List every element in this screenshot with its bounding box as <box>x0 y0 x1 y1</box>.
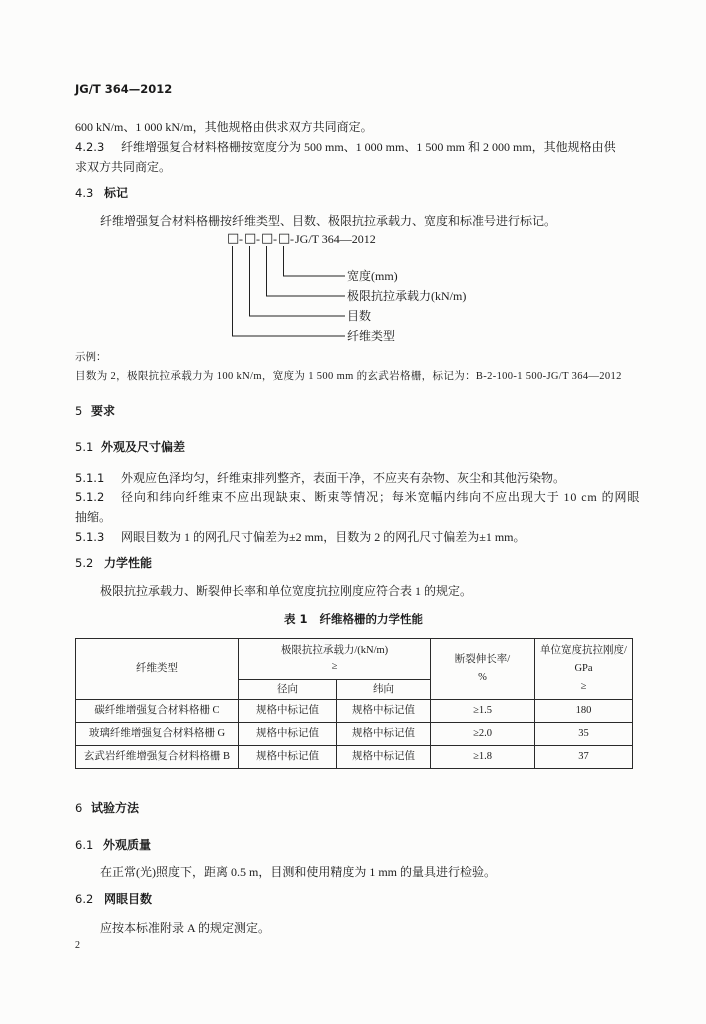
cell-radial: 规格中标记值 <box>239 700 337 723</box>
paragraph-text: 纤维增强复合材料格栅按纤维类型、目数、极限抗拉承载力、宽度和标准号进行标记。 <box>100 214 557 228</box>
clause-text: 网眼目数为 1 的网孔尺寸偏差为±2 mm，目数为 2 的网孔尺寸偏差为±1 mm。 <box>121 530 526 544</box>
marking-placeholder-fiber-type: □ <box>227 231 240 246</box>
section-title: 标记 <box>104 186 129 200</box>
marking-separator: - <box>256 232 260 246</box>
leader-line-mesh-count <box>250 246 346 316</box>
cell-elongation: ≥1.5 <box>431 700 535 723</box>
section-title: 外观及尺寸偏差 <box>101 440 186 454</box>
section-4-3-paragraph <box>0 213 706 229</box>
header-tensile-capacity <box>239 639 431 680</box>
leader-line-width <box>284 246 346 276</box>
marking-label-fiber-type: 纤维类型 <box>347 329 396 343</box>
section-number: 6.2 <box>75 892 94 906</box>
table-label: 表 1 <box>283 612 308 626</box>
header-radial: 径向 <box>239 680 337 700</box>
header-line: GPa <box>574 663 593 674</box>
example-label: 示例： <box>75 352 107 363</box>
marking-label-tensile-capacity: 极限抗拉承载力(kN/m) <box>347 289 467 303</box>
marking-separator: - <box>239 232 243 246</box>
paragraph-text: 极限抗拉承载力、断裂伸长率和单位宽度抗拉刚度应符合表 1 的规定。 <box>100 584 473 598</box>
clause-number: 5.1.1 <box>75 471 105 485</box>
clause-text-line-1: 纤维增强复合材料格栅按宽度分为 500 mm、1 000 mm、1 500 mm 和 2 000 mm，其他规格由供 <box>121 140 616 154</box>
cell-radial: 规格中标记值 <box>239 746 337 769</box>
marking-separator: - <box>273 232 277 246</box>
cell-radial: 规格中标记值 <box>239 723 337 746</box>
mechanical-properties-table <box>75 638 633 769</box>
clause-5-1-3 <box>0 529 706 545</box>
header-line: 极限抗拉承载力/(kN/m) <box>280 645 389 656</box>
cell-elongation: ≥1.8 <box>431 746 535 769</box>
clause-4-2-3-continued <box>0 159 706 175</box>
standard-code-header: JG/T 364—2012 <box>75 82 173 96</box>
section-6-2-heading <box>0 891 706 907</box>
section-6-2-paragraph <box>0 920 706 936</box>
cell-fiber-type: 碳纤维增强复合材料格栅 C <box>76 700 239 723</box>
paragraph-text: 在正常(光)照度下，距离 0.5 m，目测和使用精度为 1 mm 的量具进行检验。 <box>100 865 496 879</box>
table-title: 纤维格栅的力学性能 <box>319 612 423 626</box>
section-number: 6.1 <box>75 838 94 852</box>
clause-number: 5.1.2 <box>75 490 105 504</box>
header-line: ≥ <box>580 681 587 692</box>
table-header-row <box>76 639 633 680</box>
section-number: 5.2 <box>75 556 94 570</box>
marking-leader-lines <box>225 244 350 340</box>
section-5-2-paragraph <box>0 583 706 599</box>
clause-number: 5.1.3 <box>75 530 105 544</box>
marking-standard-number: JG/T 364—2012 <box>295 232 376 246</box>
cell-stiffness: 35 <box>535 723 633 746</box>
cell-stiffness: 37 <box>535 746 633 769</box>
clause-5-1-2-continued <box>0 509 706 525</box>
table-row <box>76 746 633 769</box>
clause-5-1-1 <box>0 470 706 486</box>
section-title: 力学性能 <box>104 556 153 570</box>
clause-5-1-2 <box>0 489 706 505</box>
header-elongation <box>431 639 535 700</box>
section-number: 5.1 <box>75 440 94 454</box>
section-6-1-heading <box>0 837 706 853</box>
clause-number: 4.2.3 <box>75 140 105 154</box>
section-5-2-heading <box>0 555 706 571</box>
cell-fiber-type: 玄武岩纤维增强复合材料格栅 B <box>76 746 239 769</box>
section-4-3-heading <box>0 185 706 201</box>
table-row <box>76 723 633 746</box>
header-line: ≥ <box>331 661 338 672</box>
leader-line-tensile-capacity <box>267 246 346 296</box>
cell-weft: 规格中标记值 <box>337 746 431 769</box>
marking-label-width: 宽度(mm) <box>347 269 398 283</box>
section-5-heading <box>0 403 706 419</box>
clause-text-line-2: 抽缩。 <box>75 510 112 524</box>
clause-text-line-2: 求双方共同商定。 <box>75 160 172 174</box>
cell-weft: 规格中标记值 <box>337 700 431 723</box>
cell-elongation: ≥2.0 <box>431 723 535 746</box>
cell-fiber-type: 玻璃纤维增强复合材料格栅 G <box>76 723 239 746</box>
section-title: 外观质量 <box>103 838 152 852</box>
table-caption <box>75 611 632 627</box>
example-text: 目数为 2，极限抗拉承载力为 100 kN/m，宽度为 1 500 mm 的玄武岩格栅，标记为：B-2-100-1 500-JG/T 364—2012 <box>75 371 622 382</box>
header-line: 断裂伸长率/ <box>454 654 511 665</box>
clause-4-2-2-continuation <box>0 119 706 135</box>
marking-placeholder-mesh-count: □ <box>244 231 257 246</box>
section-5-1-heading <box>0 439 706 455</box>
paragraph-text: 600 kN/m、1 000 kN/m，其他规格由供求双方共同商定。 <box>75 120 373 134</box>
page-number: 2 <box>75 940 80 951</box>
table-row <box>76 700 633 723</box>
clause-text: 外观应色泽均匀，纤维束排列整齐，表面干净，不应夹有杂物、灰尘和其他污染物。 <box>121 471 566 485</box>
section-title: 试验方法 <box>91 801 140 815</box>
section-number: 4.3 <box>75 186 94 200</box>
marking-placeholder-tensile-capacity: □ <box>261 231 274 246</box>
marking-label-mesh-count: 目数 <box>347 309 372 323</box>
section-title: 要求 <box>91 404 116 418</box>
section-number: 6 <box>75 801 83 815</box>
header-line: % <box>478 672 487 683</box>
header-line: 单位宽度抗拉刚度/ <box>540 645 627 656</box>
section-title: 网眼目数 <box>104 892 153 906</box>
marking-separator: - <box>290 232 294 246</box>
header-stiffness <box>535 639 633 700</box>
cell-weft: 规格中标记值 <box>337 723 431 746</box>
section-number: 5 <box>75 404 83 418</box>
paragraph-text: 应按本标准附录 A 的规定测定。 <box>100 921 271 935</box>
section-6-heading <box>0 800 706 816</box>
cell-stiffness: 180 <box>535 700 633 723</box>
clause-4-2-3 <box>0 139 706 155</box>
section-6-1-paragraph <box>0 864 706 880</box>
header-fiber-type: 纤维类型 <box>76 639 239 700</box>
header-weft: 纬向 <box>337 680 431 700</box>
clause-text-line-1: 径向和纬向纤维束不应出现缺束、断束等情况；每米宽幅内纬向不应出现大于 10 cm 的网眼 <box>121 490 641 504</box>
marking-placeholder-width: □ <box>278 231 291 246</box>
